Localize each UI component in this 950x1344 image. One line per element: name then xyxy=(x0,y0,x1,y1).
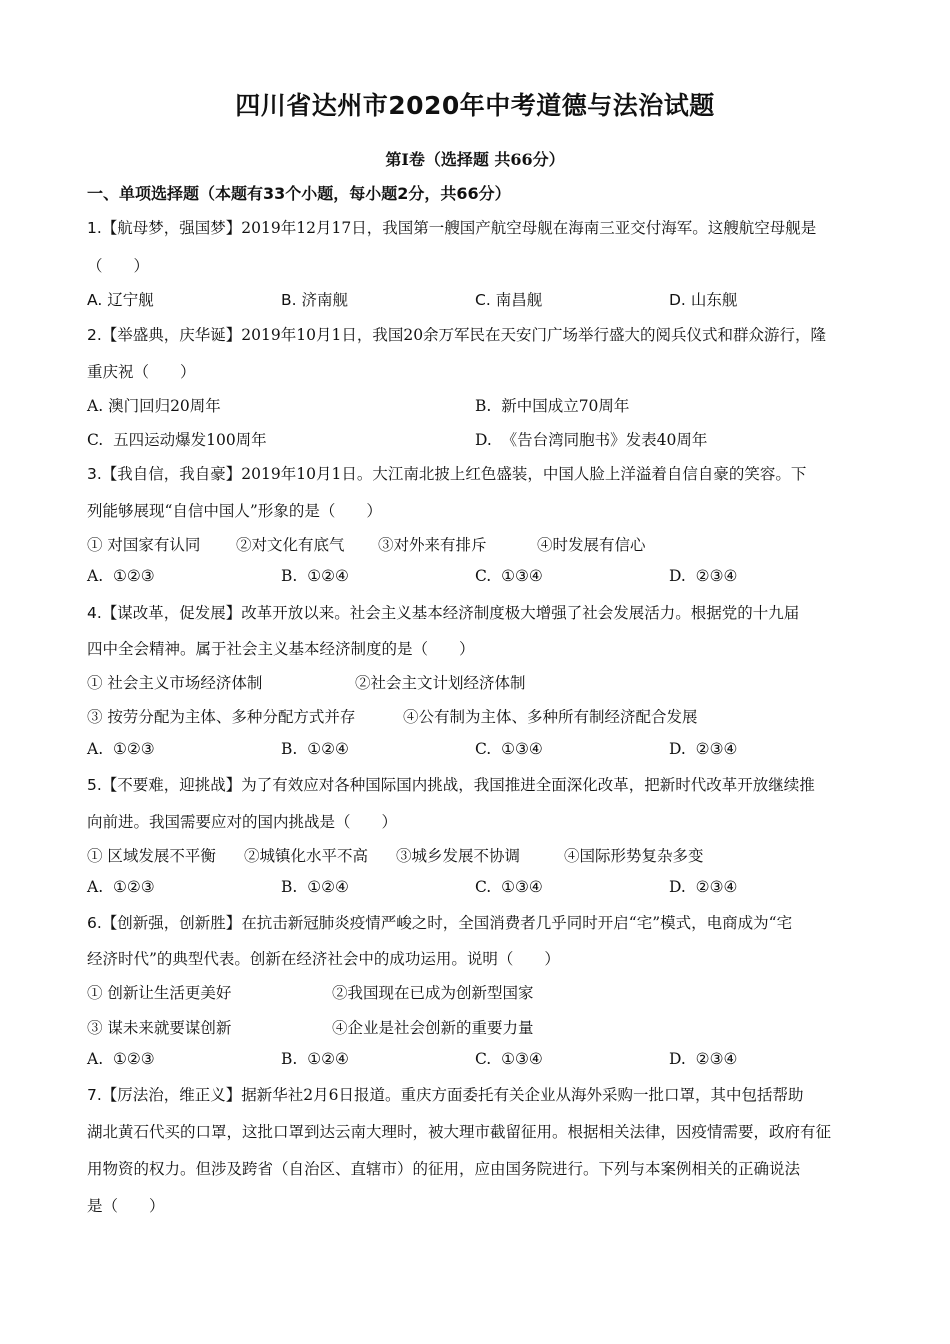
question-3-statement-3: ③对外来有排斥 xyxy=(378,536,487,554)
part-subtitle: 第I卷（选择题 共66分） xyxy=(385,150,565,169)
question-4-line-2: 四中全会精神。属于社会主义基本经济制度的是（ ） xyxy=(87,640,475,658)
question-3-option-c: C. ①③④ xyxy=(475,567,543,585)
question-5-line-1: 5.【不要难，迎挑战】为了有效应对各种国际国内挑战，我国推进全面深化改革，把新时代改革开放继续推 xyxy=(87,776,815,794)
question-2-line-1: 2.【举盛典，庆华诞】2019年10月1日，我国20余万军民在天安门广场举行盛大的阅兵仪式和群众游行，隆 xyxy=(87,326,827,344)
question-6-line-1: 6.【创新强，创新胜】在抗击新冠肺炎疫情严峻之时，全国消费者几乎同时开启“宅”模式，电商成为“宅 xyxy=(87,914,793,932)
question-5-statement-1: ① 区域发展不平衡 xyxy=(87,847,216,865)
question-4-option-a: A. ①②③ xyxy=(87,740,155,758)
question-5-option-c: C. ①③④ xyxy=(475,878,543,896)
question-3-statement-1: ① 对国家有认同 xyxy=(87,536,201,554)
question-5-statement-3: ③城乡发展不协调 xyxy=(396,847,521,865)
question-3-line-2: 列能够展现“自信中国人”形象的是（ ） xyxy=(87,502,382,520)
question-2-line-2: 重庆祝（ ） xyxy=(87,363,196,381)
question-4-statement-3: ③ 按劳分配为主体、多种分配方式并存 xyxy=(87,708,356,726)
question-7-line-2: 湖北黄石代买的口罩，这批口罩到达云南大理时，被大理市截留征用。根据相关法律，因疫情需要，政府有征 xyxy=(87,1123,832,1141)
question-6-statement-2: ②我国现在已成为创新型国家 xyxy=(332,984,534,1002)
question-1-option-d: D. 山东舰 xyxy=(669,291,738,309)
question-1-option-b: B. 济南舰 xyxy=(281,291,349,309)
question-4-option-b: B. ①②④ xyxy=(281,740,349,758)
question-6-option-a: A. ①②③ xyxy=(87,1050,155,1068)
question-3-option-a: A. ①②③ xyxy=(87,567,155,585)
question-3-option-d: D. ②③④ xyxy=(669,567,738,585)
question-7-line-3: 用物资的权力。但涉及跨省（自治区、直辖市）的征用，应由国务院进行。下列与本案例相关的正确说法 xyxy=(87,1160,801,1178)
question-4-statement-2: ②社会主文计划经济体制 xyxy=(355,674,526,692)
question-3-option-b: B. ①②④ xyxy=(281,567,349,585)
question-7-line-1: 7.【厉法治，维正义】据新华社2月6日报道。重庆方面委托有关企业从海外采购一批口罩，其中包括帮助 xyxy=(87,1086,804,1104)
question-5-line-2: 向前进。我国需要应对的国内挑战是（ ） xyxy=(87,813,398,831)
question-2-option-a: A. 澳门回归20周年 xyxy=(87,397,221,415)
question-1-option-c: C. 南昌舰 xyxy=(475,291,543,309)
question-6-option-d: D. ②③④ xyxy=(669,1050,738,1068)
question-4-option-c: C. ①③④ xyxy=(475,740,543,758)
question-6-statement-1: ① 创新让生活更美好 xyxy=(87,984,232,1002)
question-6-statement-3: ③ 谋未来就要谋创新 xyxy=(87,1019,232,1037)
page-title: 四川省达州市2020年中考道德与法治试题 xyxy=(235,91,715,120)
question-4-statement-4: ④公有制为主体、多种所有制经济配合发展 xyxy=(403,708,698,726)
question-1-line-1: 1.【航母梦，强国梦】2019年12月17日，我国第一艘国产航空母舰在海南三亚交付海军。这艘航空母舰是 xyxy=(87,219,817,237)
question-4-option-d: D. ②③④ xyxy=(669,740,738,758)
question-3-statement-2: ②对文化有底气 xyxy=(236,536,345,554)
question-2-option-b: B. 新中国成立70周年 xyxy=(475,397,630,415)
question-2-option-c: C. 五四运动爆发100周年 xyxy=(87,431,267,449)
question-3-statement-4: ④时发展有信心 xyxy=(537,536,646,554)
question-4-statement-1: ① 社会主义市场经济体制 xyxy=(87,674,263,692)
question-4-line-1: 4.【谋改革，促发展】改革开放以来。社会主义基本经济制度极大增强了社会发展活力。根据党的十九届 xyxy=(87,604,800,622)
question-6-statement-4: ④企业是社会创新的重要力量 xyxy=(332,1019,534,1037)
question-3-line-1: 3.【我自信，我自豪】2019年10月1日。大江南北披上红色盛装，中国人脸上洋溢着自信自豪的笑容。下 xyxy=(87,465,807,483)
question-1-option-a: A. 辽宁舰 xyxy=(87,291,154,309)
question-5-option-d: D. ②③④ xyxy=(669,878,738,896)
question-6-option-c: C. ①③④ xyxy=(475,1050,543,1068)
question-5-option-a: A. ①②③ xyxy=(87,878,155,896)
question-6-option-b: B. ①②④ xyxy=(281,1050,349,1068)
question-2-option-d: D. 《告台湾同胞书》发表40周年 xyxy=(475,431,708,449)
question-7-line-4: 是（ ） xyxy=(87,1197,165,1215)
question-1-line-2: （ ） xyxy=(87,257,150,275)
question-5-option-b: B. ①②④ xyxy=(281,878,349,896)
question-5-statement-2: ②城镇化水平不高 xyxy=(244,847,369,865)
question-6-line-2: 经济时代”的典型代表。创新在经济社会中的成功运用。说明（ ） xyxy=(87,950,560,968)
question-5-statement-4: ④国际形势复杂多变 xyxy=(564,847,704,865)
section-heading: 一、单项选择题（本题有33个小题，每小题2分，共66分） xyxy=(87,184,511,203)
